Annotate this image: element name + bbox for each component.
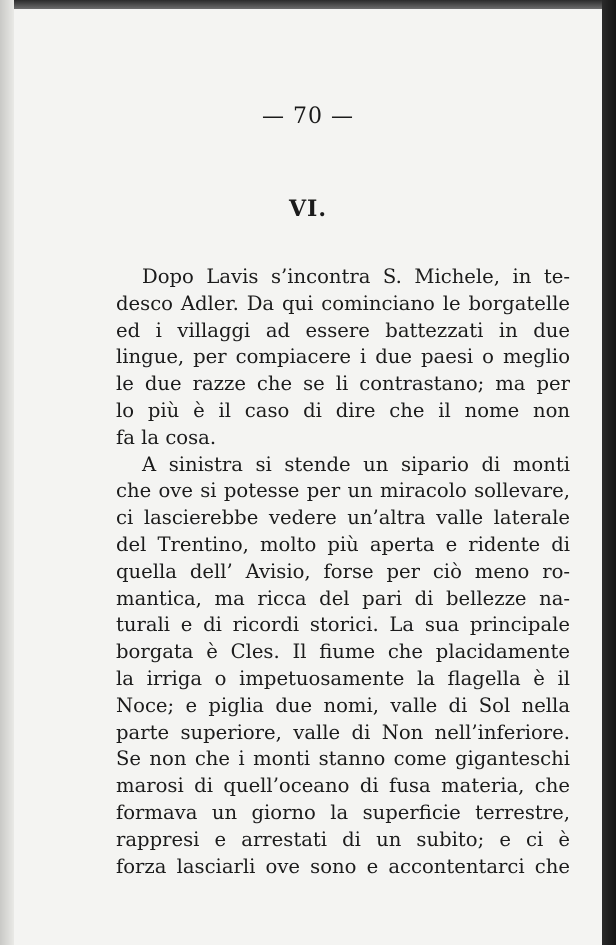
text-line: la irriga o impetuosamente la flagella è il — [116, 666, 570, 690]
text-line: borgata è Cles. Il fiume che placidamente — [116, 640, 570, 664]
text-line: quella dell’ Avisio, forse per ciò meno ro- — [116, 559, 570, 583]
text-line: rappresi e arrestati di un subito; e ci è — [116, 827, 570, 851]
text-line: formava un giorno la superficie terrestre, — [116, 800, 570, 824]
text-line: le due razze che se li contrastano; ma per — [116, 372, 570, 396]
text-line: parte superiore, valle di Non nell’inferiore. — [116, 720, 570, 744]
text-line: fa la cosa. — [116, 425, 217, 449]
scan-edge-left — [0, 0, 14, 945]
text-line: lingue, per compiacere i due paesi o meglio — [116, 345, 570, 369]
text-line: del Trentino, molto più aperta e ridente di — [116, 532, 570, 556]
text-line: mantica, ma ricca del pari di bellezze na- — [116, 586, 570, 610]
text-line: marosi di quell’oceano di fusa materia, che — [116, 774, 570, 798]
text-line: che ove si potesse per un miracolo sollevare, — [116, 479, 570, 503]
text-line: turali e di ricordi storici. La sua principale — [116, 613, 570, 637]
text-line: ci lascierebbe vedere un’altra valle laterale — [116, 506, 570, 530]
body-text — [116, 264, 570, 880]
text-line: Se non che i monti stanno come giganteschi — [116, 747, 570, 771]
text-line: A sinistra si stende un sipario di monti — [142, 452, 570, 476]
scan-edge-right — [602, 0, 616, 945]
text-line: forza lasciarli ove sono e accontentarci che — [116, 854, 570, 878]
page-number: — 70 — — [262, 104, 354, 129]
chapter-heading: VI. — [288, 196, 328, 222]
text-line: Noce; e piglia due nomi, valle di Sol nella — [116, 693, 570, 717]
text-line: lo più è il caso di dire che il nome non — [116, 398, 570, 422]
scan-edge-top — [0, 0, 616, 9]
text-line: Dopo Lavis s’incontra S. Michele, in te- — [142, 265, 570, 288]
text-line: ed i villaggi ad essere battezzati in due — [116, 318, 570, 342]
text-line: desco Adler. Da qui cominciano le borgatelle — [116, 291, 570, 315]
